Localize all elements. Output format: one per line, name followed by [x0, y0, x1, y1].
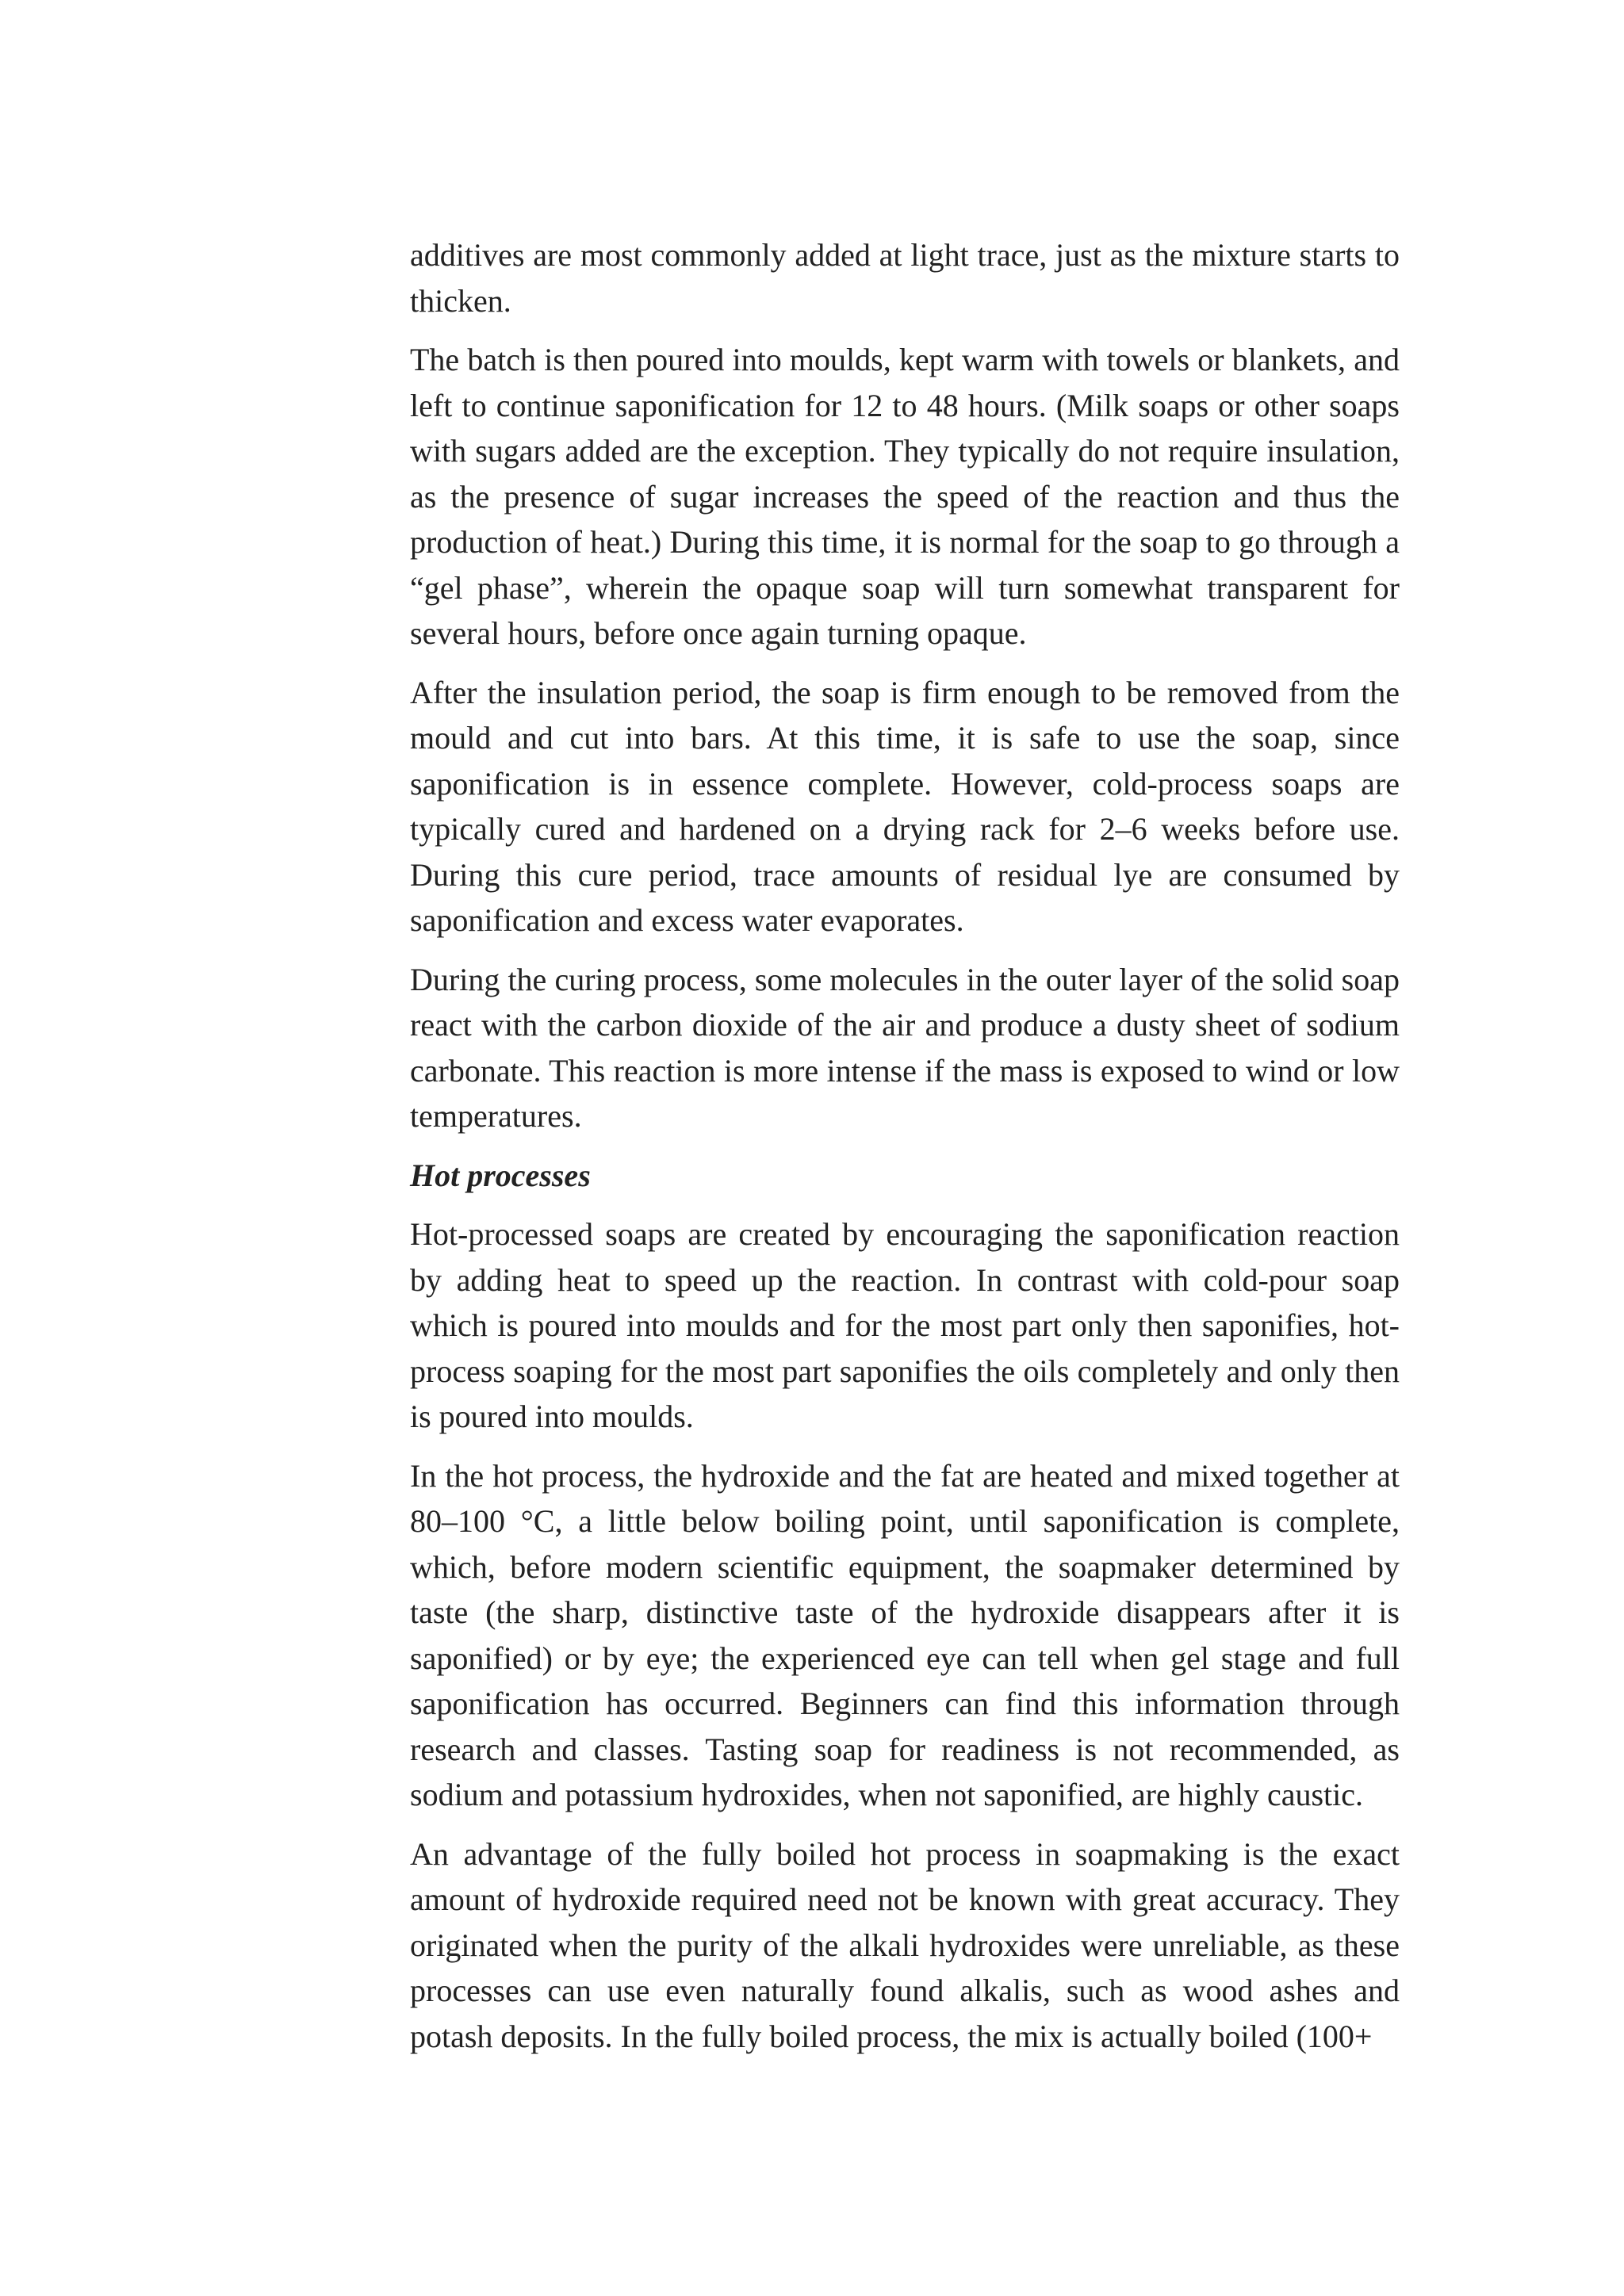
paragraph-hot-process-intro: Hot-processed soaps are created by encouraging the saponification reaction by adding heat to speed up the reaction. In contrast with cold-pour soap which is poured into moulds and for the most part only then saponifies, hot-process soaping for the most part saponifies the oils completely and only then is poured into moulds. [410, 1216, 1400, 1434]
paragraph-trace-additives: additives are most commonly added at light trace, just as the mixture starts to thicken. [410, 237, 1400, 319]
body-text [410, 232, 1400, 2072]
paragraph-curing-period: After the insulation period, the soap is firm enough to be removed from the mould and cut into bars. At this time, it is safe to use the soap, since saponification is in essence complete. However, cold-process soaps are typically cured and hardened on a drying rack for 2–6 weeks before use. During this cure period, trace amounts of residual lye are consumed by saponification and excess water evaporates. [410, 674, 1400, 938]
paragraph-sodium-carbonate: During the curing process, some molecules in the outer layer of the solid soap react with the carbon dioxide of the air and produce a dusty sheet of sodium carbonate. This reaction is more intense if the mass is exposed to wind or low temperatures. [410, 961, 1400, 1134]
section-heading: Hot processes [410, 1157, 591, 1193]
paragraph-hot-process-heating: In the hot process, the hydroxide and the fat are heated and mixed together at 80–100 °C, a little below boiling point, until saponification is complete, which, before modern scientific equipment, the soapmaker determined by taste (the sharp, distinctive taste of the hydroxide disappears after it is saponified) or by eye; the experienced eye can tell when gel stage and full saponification has occurred. Beginners can find this information through research and classes. Tasting soap for readiness is not recommended, as sodium and potassium hydroxides, when not saponified, are highly caustic. [410, 1457, 1400, 1812]
paragraph-fully-boiled-advantage: An advantage of the fully boiled hot process in soapmaking is the exact amount of hydroxide required need not be known with great accuracy. They originated when the purity of the alkali hydroxides were unreliable, as these processes can use even naturally found alkalis, such as wood ashes and potash deposits. In the fully boiled process, the mix is actually boiled (100+ [410, 1835, 1400, 2054]
paragraph-moulding-insulation: The batch is then poured into moulds, kept warm with towels or blankets, and left to continue saponification for 12 to 48 hours. (Milk soaps or other soaps with sugars added are the exception. They typically do not require insulation, as the presence of sugar increases the speed of the reaction and thus the production of heat.) During this time, it is normal for the soap to go through a “gel phase”, wherein the opaque soap will turn somewhat transparent for several hours, before once again turning opaque. [410, 342, 1400, 651]
